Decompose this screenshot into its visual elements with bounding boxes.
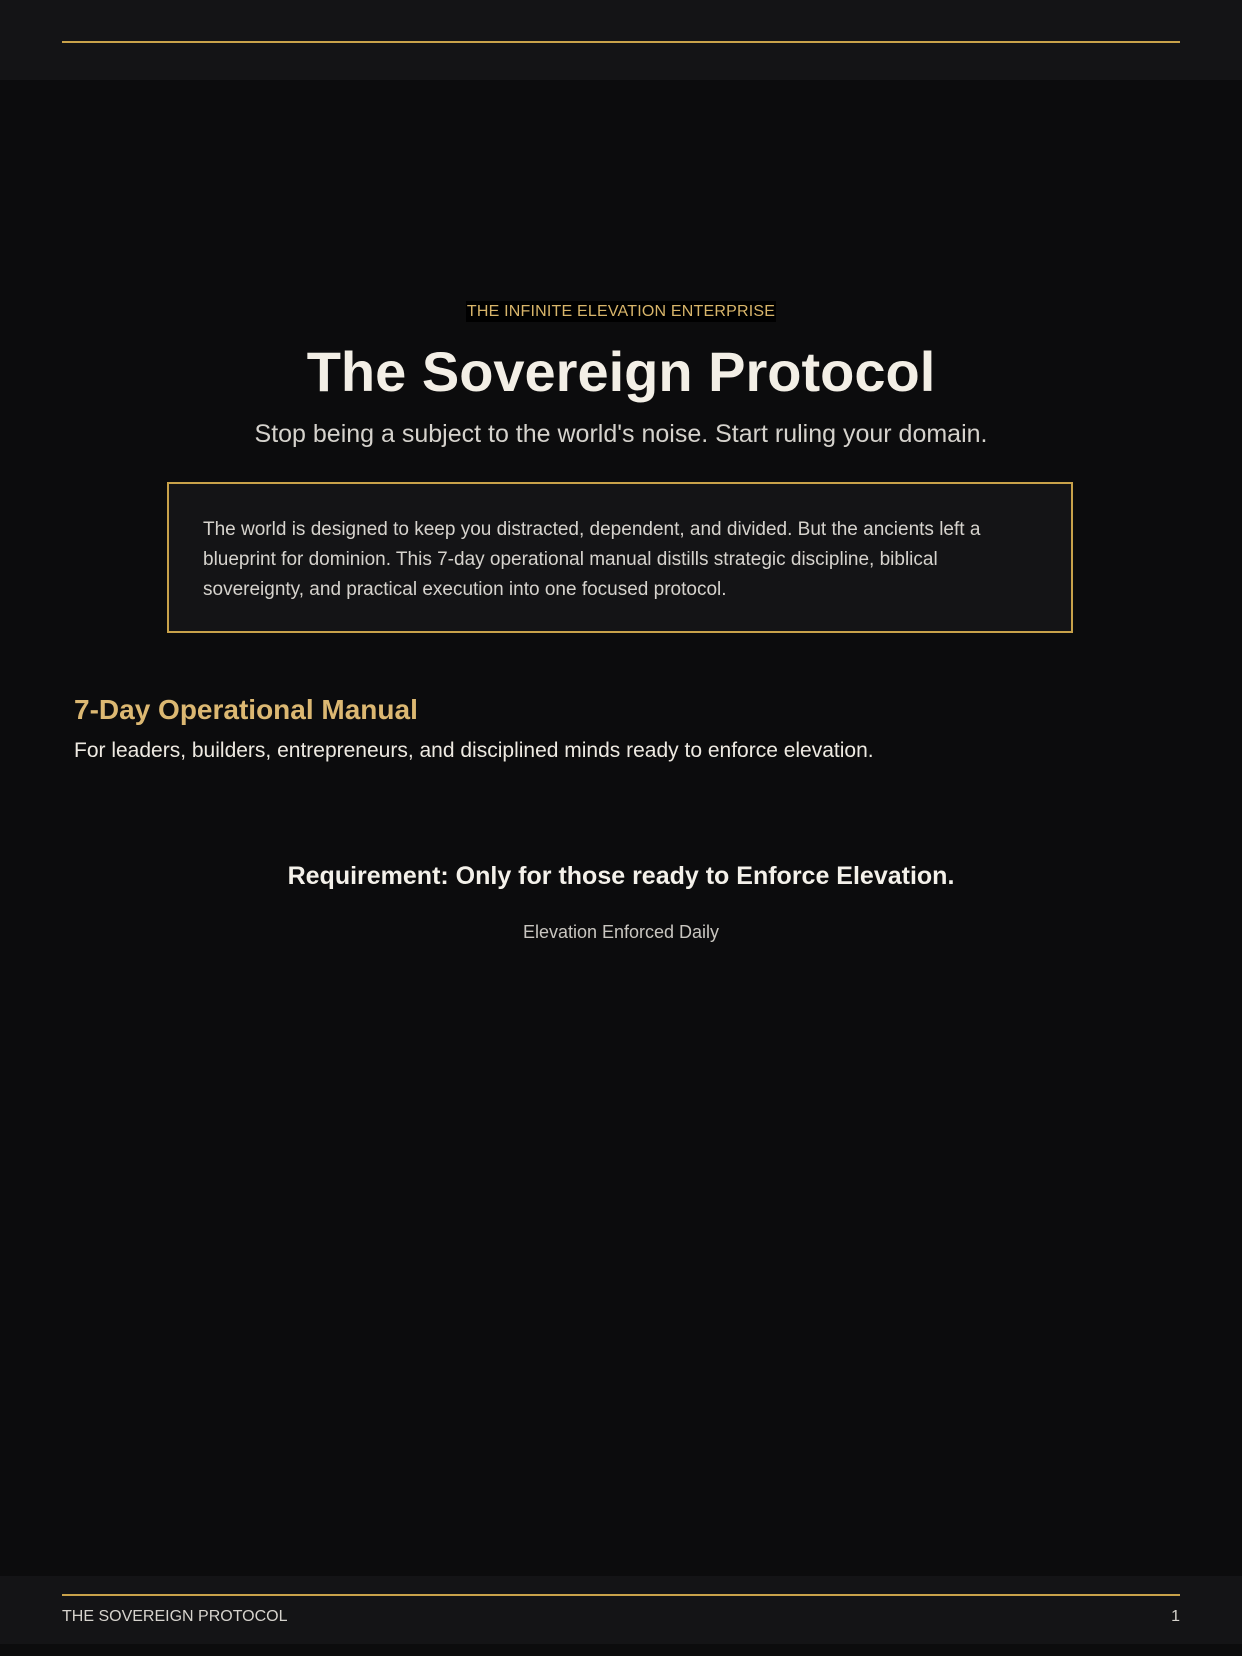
intro-text: The world is designed to keep you distracted, dependent, and divided. But the ancients left a blueprint for dominion. This 7-day operational manual distills strategic discipline, biblical sovereignty, and practical execution into one focused protocol. [203,519,981,600]
page-subtitle: Stop being a subject to the world's noise. Start ruling your domain. [254,420,988,448]
footer-page-number: 1 [1171,1608,1180,1625]
top-band [0,0,1242,80]
footer-title: THE SOVEREIGN PROTOCOL [62,1608,288,1625]
requirement-statement: Requirement: Only for those ready to Enforce Elevation. [287,862,955,890]
section-title: 7-Day Operational Manual [74,694,418,725]
tagline: Elevation Enforced Daily [522,922,720,942]
footer-gold-rule [62,1594,1180,1596]
page-title: The Sovereign Protocol [306,340,936,403]
enterprise-kicker [0,303,1242,321]
section-description: For leaders, builders, entrepreneurs, and disciplined minds ready to enforce elevation. [74,739,874,762]
enterprise-kicker-text: THE INFINITE ELEVATION ENTERPRISE [466,303,776,320]
footer [0,1576,1242,1644]
top-gold-rule [62,41,1180,43]
intro-box [167,482,1073,633]
